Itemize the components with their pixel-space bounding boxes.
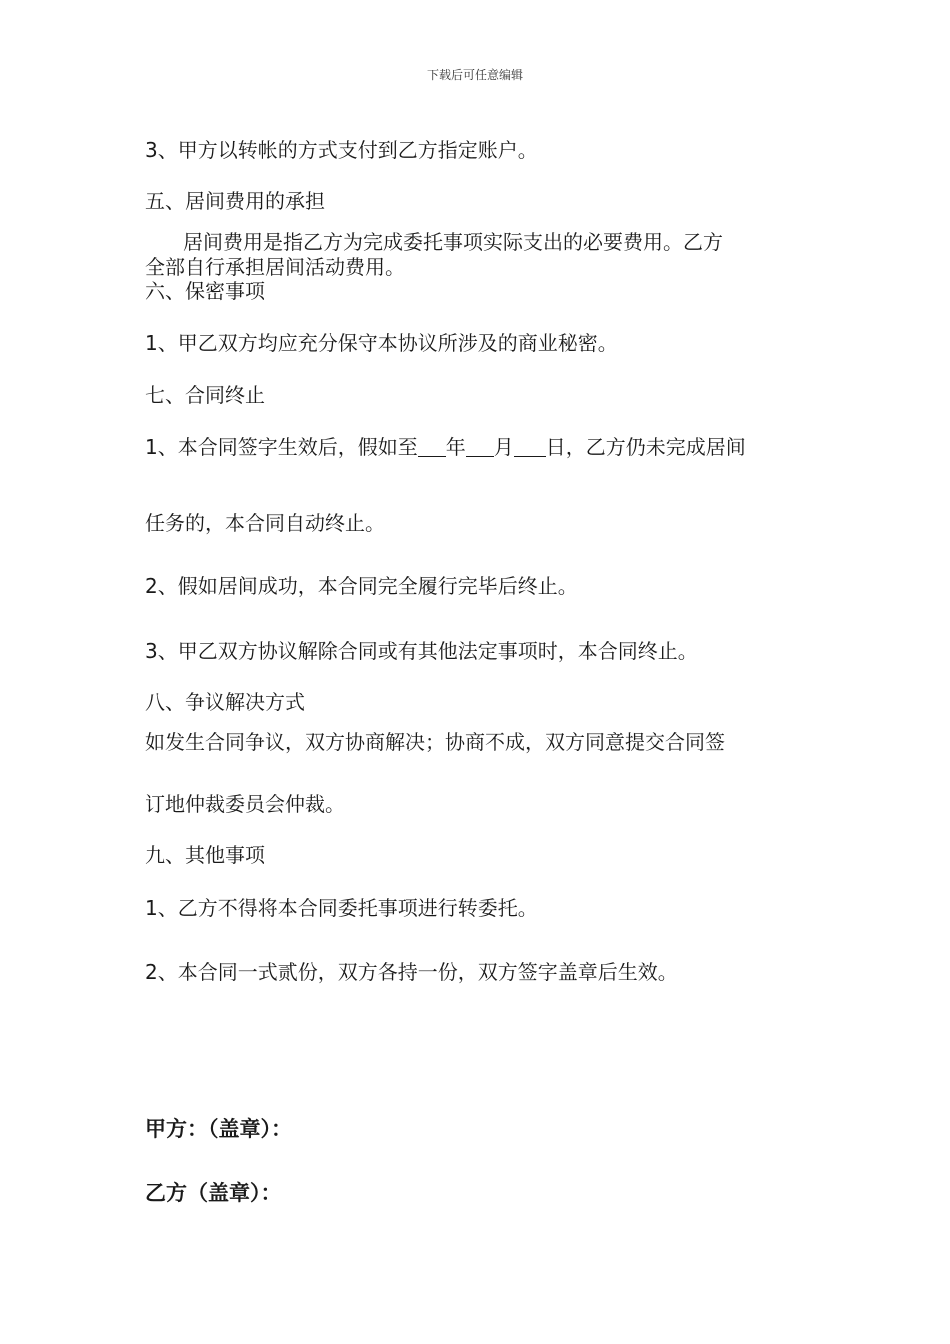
termination-1-text-b: 日，乙方仍未完成居间 [545,435,746,459]
clause-termination-1-cont: 任务的，本合同自动终止。 [145,511,385,535]
dispute-paragraph-line-2: 订地仲裁委员会仲裁。 [145,792,345,816]
termination-1-text-a: 1、本合同签字生效后，假如至 [145,435,418,459]
fees-paragraph-line-2: 全部自行承担居间活动费用。 [145,255,405,279]
section-heading-termination: 七、合同终止 [145,383,265,407]
clause-payment-method: 3、甲方以转帐的方式支付到乙方指定账户。 [145,138,538,162]
year-blank[interactable] [418,436,446,457]
party-a-signature-line: 甲方：（盖章）： [145,1117,292,1141]
month-blank[interactable] [466,436,494,457]
dispute-paragraph-line-1: 如发生合同争议，双方协商解决；协商不成，双方同意提交合同签 [145,730,725,754]
day-blank[interactable] [514,436,546,457]
clause-other-1: 1、乙方不得将本合同委托事项进行转委托。 [145,896,538,920]
year-label: 年 [445,435,466,459]
clause-other-2: 2、本合同一式贰份，双方各持一份，双方签字盖章后生效。 [145,960,678,984]
page-header: 下载后可任意编辑 [426,68,523,82]
clause-termination-1 [145,435,746,459]
clause-termination-2: 2、假如居间成功，本合同完全履行完毕后终止。 [145,574,578,598]
section-heading-other: 九、其他事项 [145,843,265,867]
month-label: 月 [493,435,514,459]
party-b-signature-line: 乙方（盖章）： [145,1181,282,1205]
section-heading-dispute: 八、争议解决方式 [145,690,305,714]
fees-paragraph-line-1: 居间费用是指乙方为完成委托事项实际支出的必要费用。乙方 [183,230,723,254]
section-heading-confidentiality: 六、保密事项 [145,279,265,303]
clause-termination-3: 3、甲乙双方协议解除合同或有其他法定事项时，本合同终止。 [145,639,698,663]
clause-confidentiality: 1、甲乙双方均应充分保守本协议所涉及的商业秘密。 [145,331,618,355]
section-heading-fees: 五、居间费用的承担 [145,189,325,213]
